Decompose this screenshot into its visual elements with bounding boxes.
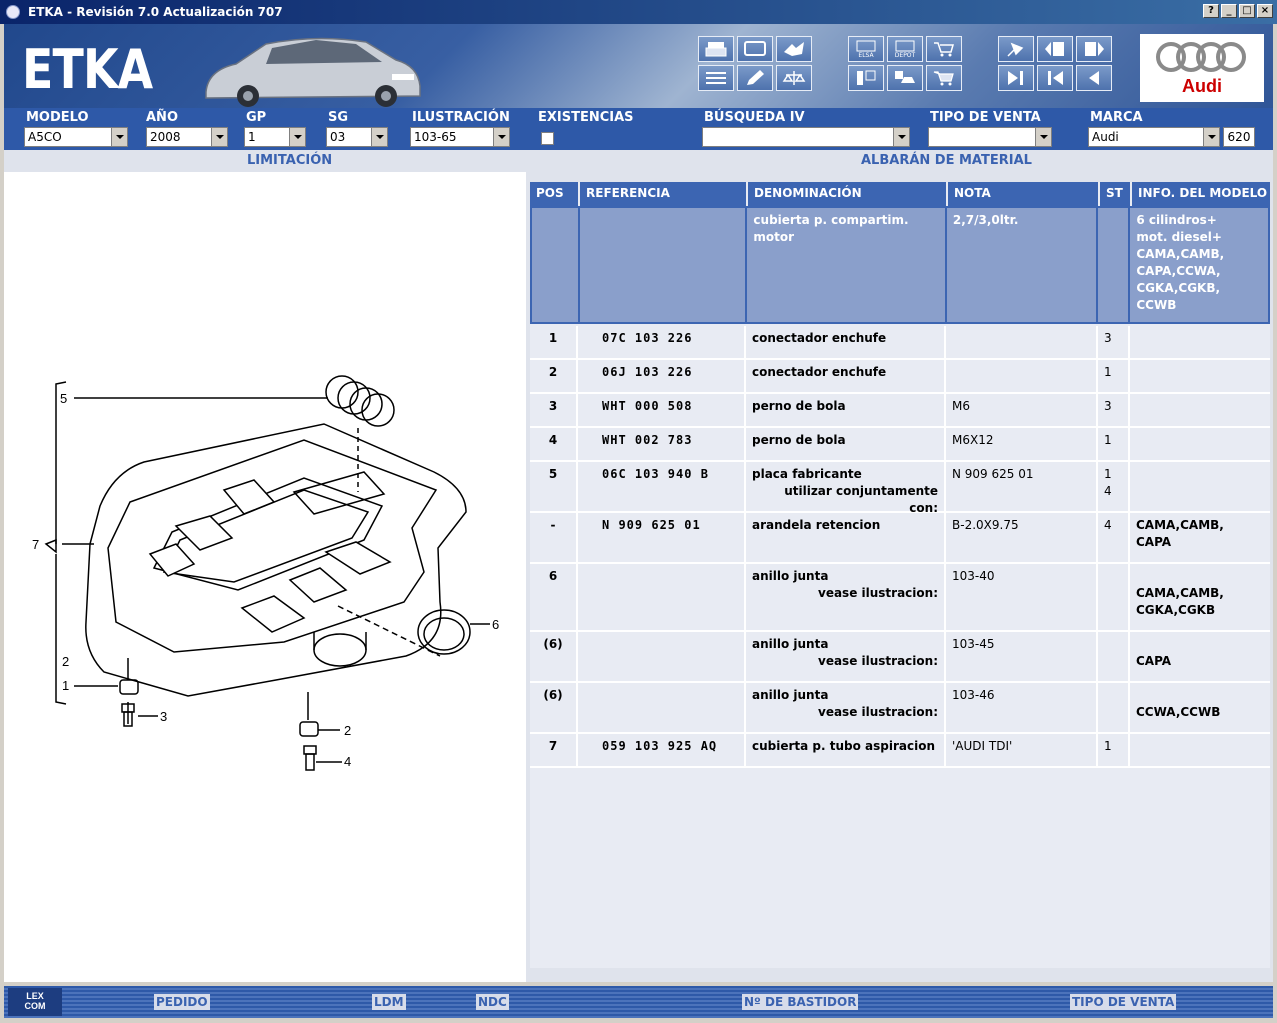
callout-4: 4 [344, 754, 352, 769]
chevron-down-icon[interactable] [289, 128, 305, 146]
cart-plus-icon[interactable] [926, 36, 962, 62]
chevron-down-icon[interactable] [111, 128, 127, 146]
section-header-bar [4, 150, 1273, 172]
app-menu-icon[interactable] [6, 5, 20, 19]
callout-3: 3 [160, 709, 168, 724]
cart-icon[interactable] [926, 65, 962, 91]
col-nota[interactable]: NOTA [948, 182, 1100, 206]
screen-icon[interactable] [737, 36, 773, 62]
table-row[interactable] [530, 564, 1270, 632]
table-cell: WHT 002 783 [578, 428, 746, 460]
callout-5: 5 [60, 391, 68, 406]
table-cell: anillo junta vease ilustracion: [746, 632, 946, 681]
table-cell: 3 [1098, 326, 1130, 358]
lexcom-logo: LEX COM [8, 988, 62, 1016]
tipo-venta-button[interactable]: TIPO DE VENTA [1072, 995, 1175, 1009]
sg-select[interactable]: 03 [326, 127, 388, 147]
table-cell [1130, 734, 1268, 766]
car-image [196, 30, 426, 108]
table-cell: 06J 103 226 [578, 360, 746, 392]
table-cell [578, 683, 746, 732]
col-st[interactable]: ST [1100, 182, 1132, 206]
table-cell [1130, 428, 1268, 460]
minimize-button[interactable]: _ [1221, 4, 1237, 18]
hands-icon[interactable] [776, 36, 812, 62]
table-cell: 1 [1098, 360, 1130, 392]
table-cell: 3 [530, 394, 578, 426]
pin-icon[interactable] [998, 36, 1034, 62]
parts-diagram[interactable] [4, 172, 526, 982]
table-cell: CAPA [1136, 654, 1172, 668]
table-cell: 103-45 [946, 632, 1098, 681]
chevron-down-icon[interactable] [211, 128, 227, 146]
table-row[interactable] [530, 360, 1270, 394]
table-row[interactable] [530, 632, 1270, 683]
modelo-select[interactable]: A5CO [24, 127, 128, 147]
audi-logo [1140, 34, 1264, 102]
parts-table [530, 182, 1270, 968]
gp-select[interactable]: 1 [244, 127, 306, 147]
table-cell: N 909 625 01 [946, 462, 1098, 511]
help-button[interactable]: ? [1203, 4, 1219, 18]
last-page-icon[interactable] [998, 65, 1034, 91]
table-cell: 1 [1098, 734, 1130, 766]
chevron-down-icon[interactable] [1035, 128, 1051, 146]
table-cell: anillo junta vease ilustracion: [746, 564, 946, 630]
col-denominacion[interactable]: DENOMINACIÓN [748, 182, 948, 206]
audi-wordmark: Audi [1182, 75, 1222, 96]
table-cell: 103-46 [946, 683, 1098, 732]
anio-label: AÑO [146, 110, 178, 125]
table-cell: N 909 625 01 [578, 513, 746, 562]
elsa-icon[interactable] [848, 36, 884, 62]
table-cell: 103-40 [946, 564, 1098, 630]
existencias-label: EXISTENCIAS [538, 110, 634, 125]
parts-table-panel [526, 172, 1273, 982]
table-cell: perno de bola [746, 394, 946, 426]
table-cell: 5 [530, 462, 578, 511]
marca-number: 620 [1223, 127, 1255, 147]
busqueda-label: BÚSQUEDA IV [704, 110, 805, 125]
table-cell: 1 [530, 326, 578, 358]
table-cell: CAMA,CAMB, CAPA [1136, 518, 1224, 549]
table-cell [1130, 394, 1268, 426]
header-banner [4, 24, 1273, 108]
callout-7: 7 [32, 537, 40, 552]
prev-page-icon[interactable] [1037, 36, 1073, 62]
first-page-icon[interactable] [1037, 65, 1073, 91]
ldm-button[interactable]: LDM [374, 995, 404, 1009]
table-cell: B-2.0X9.75 [946, 513, 1098, 562]
table-cell: 'AUDI TDI' [946, 734, 1098, 766]
chevron-down-icon[interactable] [371, 128, 387, 146]
albaran-title: ALBARÁN DE MATERIAL [861, 153, 1032, 168]
table-cell: conectador enchufe [746, 360, 946, 392]
table-cell: 7 [530, 734, 578, 766]
col-pos[interactable]: POS [530, 182, 580, 206]
table-cell: 06C 103 940 B [578, 462, 746, 511]
limitacion-title: LIMITACIÓN [247, 153, 333, 168]
chevron-down-icon[interactable] [1203, 128, 1219, 146]
chevron-down-icon[interactable] [893, 128, 909, 146]
callout-2b: 2 [344, 723, 352, 738]
existencias-checkbox[interactable] [541, 132, 554, 145]
table-cell [578, 632, 746, 681]
svg-text:DEPOT: DEPOT [894, 52, 916, 58]
table-row[interactable] [530, 513, 1270, 564]
marca-label: MARCA [1090, 110, 1143, 125]
scale-icon[interactable] [776, 65, 812, 91]
table-cell: placa fabricante utilizar conjuntamente con: [746, 462, 946, 511]
tool-icon[interactable] [848, 65, 884, 91]
table-cell: CCWA,CCWB [1136, 705, 1221, 719]
tipo-venta-select[interactable] [928, 127, 1052, 147]
table-cell: (6) [530, 632, 578, 681]
svg-text:ELSA: ELSA [858, 52, 874, 58]
table-cell [1098, 564, 1130, 630]
table-row[interactable] [530, 428, 1270, 462]
ilustracion-label: ILUSTRACIÓN [412, 110, 510, 125]
table-cell: conectador enchufe [746, 326, 946, 358]
table-cell: perno de bola [746, 428, 946, 460]
maximize-button[interactable]: □ [1239, 4, 1255, 18]
table-cell: 1 4 [1098, 462, 1130, 511]
etka-logo: ETKA [22, 38, 153, 101]
table-cell: 07C 103 226 [578, 326, 746, 358]
table-cell: arandela retencion [746, 513, 946, 562]
table-row[interactable] [530, 734, 1270, 768]
illustration-panel [4, 172, 526, 982]
back-icon[interactable] [1076, 65, 1112, 91]
busqueda-select[interactable] [702, 127, 910, 147]
printer-icon[interactable] [698, 36, 734, 62]
table-cell [1130, 326, 1268, 358]
table-cell: - [530, 513, 578, 562]
table-cell: M6 [946, 394, 1098, 426]
table-row[interactable] [530, 326, 1270, 360]
pencil-icon[interactable] [737, 65, 773, 91]
next-page-icon[interactable] [1076, 36, 1112, 62]
table-cell [1130, 462, 1268, 511]
ndc-button[interactable]: NDC [478, 995, 507, 1009]
depot-icon[interactable] [887, 36, 923, 62]
table-cell [578, 564, 746, 630]
table-cell: 4 [530, 428, 578, 460]
table-cell: cubierta p. tubo aspiracion [746, 734, 946, 766]
table-header [530, 182, 1270, 206]
table-row[interactable] [530, 462, 1270, 513]
table-cell: WHT 000 508 [578, 394, 746, 426]
table-cell [1098, 632, 1130, 681]
table-cell: 6 [530, 564, 578, 630]
table-cell: M6X12 [946, 428, 1098, 460]
table-cell: (6) [530, 683, 578, 732]
window-title: ETKA - Revisión 7.0 Actualización 707 [28, 5, 283, 19]
audi-rings-icon [1154, 40, 1250, 74]
marca-select[interactable]: Audi [1088, 127, 1220, 147]
table-cell [946, 360, 1098, 392]
callout-2a: 2 [62, 654, 70, 669]
status-bar [4, 986, 1273, 1018]
title-bar [0, 0, 1277, 24]
col-referencia[interactable]: REFERENCIA [580, 182, 748, 206]
callout-1: 1 [62, 678, 70, 693]
table-cell: anillo junta vease ilustracion: [746, 683, 946, 732]
close-button[interactable]: × [1257, 4, 1273, 18]
table-cell: 059 103 925 AQ [578, 734, 746, 766]
bastidor-button[interactable]: Nº DE BASTIDOR [744, 995, 857, 1009]
engine-cover-shape [86, 424, 466, 696]
table-row[interactable] [530, 394, 1270, 428]
modelo-label: MODELO [26, 110, 89, 125]
table-cell: 1 [1098, 428, 1130, 460]
table-cell: CAMA,CAMB, CGKA,CGKB [1136, 586, 1224, 617]
table-cell: 3 [1098, 394, 1130, 426]
table-row-group-header[interactable]: cubierta p. compartim. motor 2,7/3,0ltr. 6 cilindros+ mot. diesel+ CAMA,CAMB, CAPA,CCWA, CGKA,CGKB, CCWB [530, 206, 1270, 324]
col-info-modelo[interactable]: INFO. DEL MODELO [1132, 182, 1270, 206]
table-cell: 4 [1098, 513, 1130, 562]
chevron-down-icon[interactable] [493, 128, 509, 146]
anio-select[interactable]: 2008 [146, 127, 228, 147]
table-cell [946, 326, 1098, 358]
sg-label: SG [328, 110, 349, 125]
selection-bar [4, 108, 1273, 150]
gp-label: GP [246, 110, 267, 125]
table-cell [1130, 360, 1268, 392]
table-cell [1098, 683, 1130, 732]
list-icon[interactable] [698, 65, 734, 91]
table-row[interactable] [530, 683, 1270, 734]
pedido-button[interactable]: PEDIDO [156, 995, 208, 1009]
tipo-venta-label: TIPO DE VENTA [930, 110, 1041, 125]
callout-6: 6 [492, 617, 500, 632]
table-cell: 2 [530, 360, 578, 392]
car-icon[interactable] [887, 65, 923, 91]
ilustracion-select[interactable]: 103-65 [410, 127, 510, 147]
